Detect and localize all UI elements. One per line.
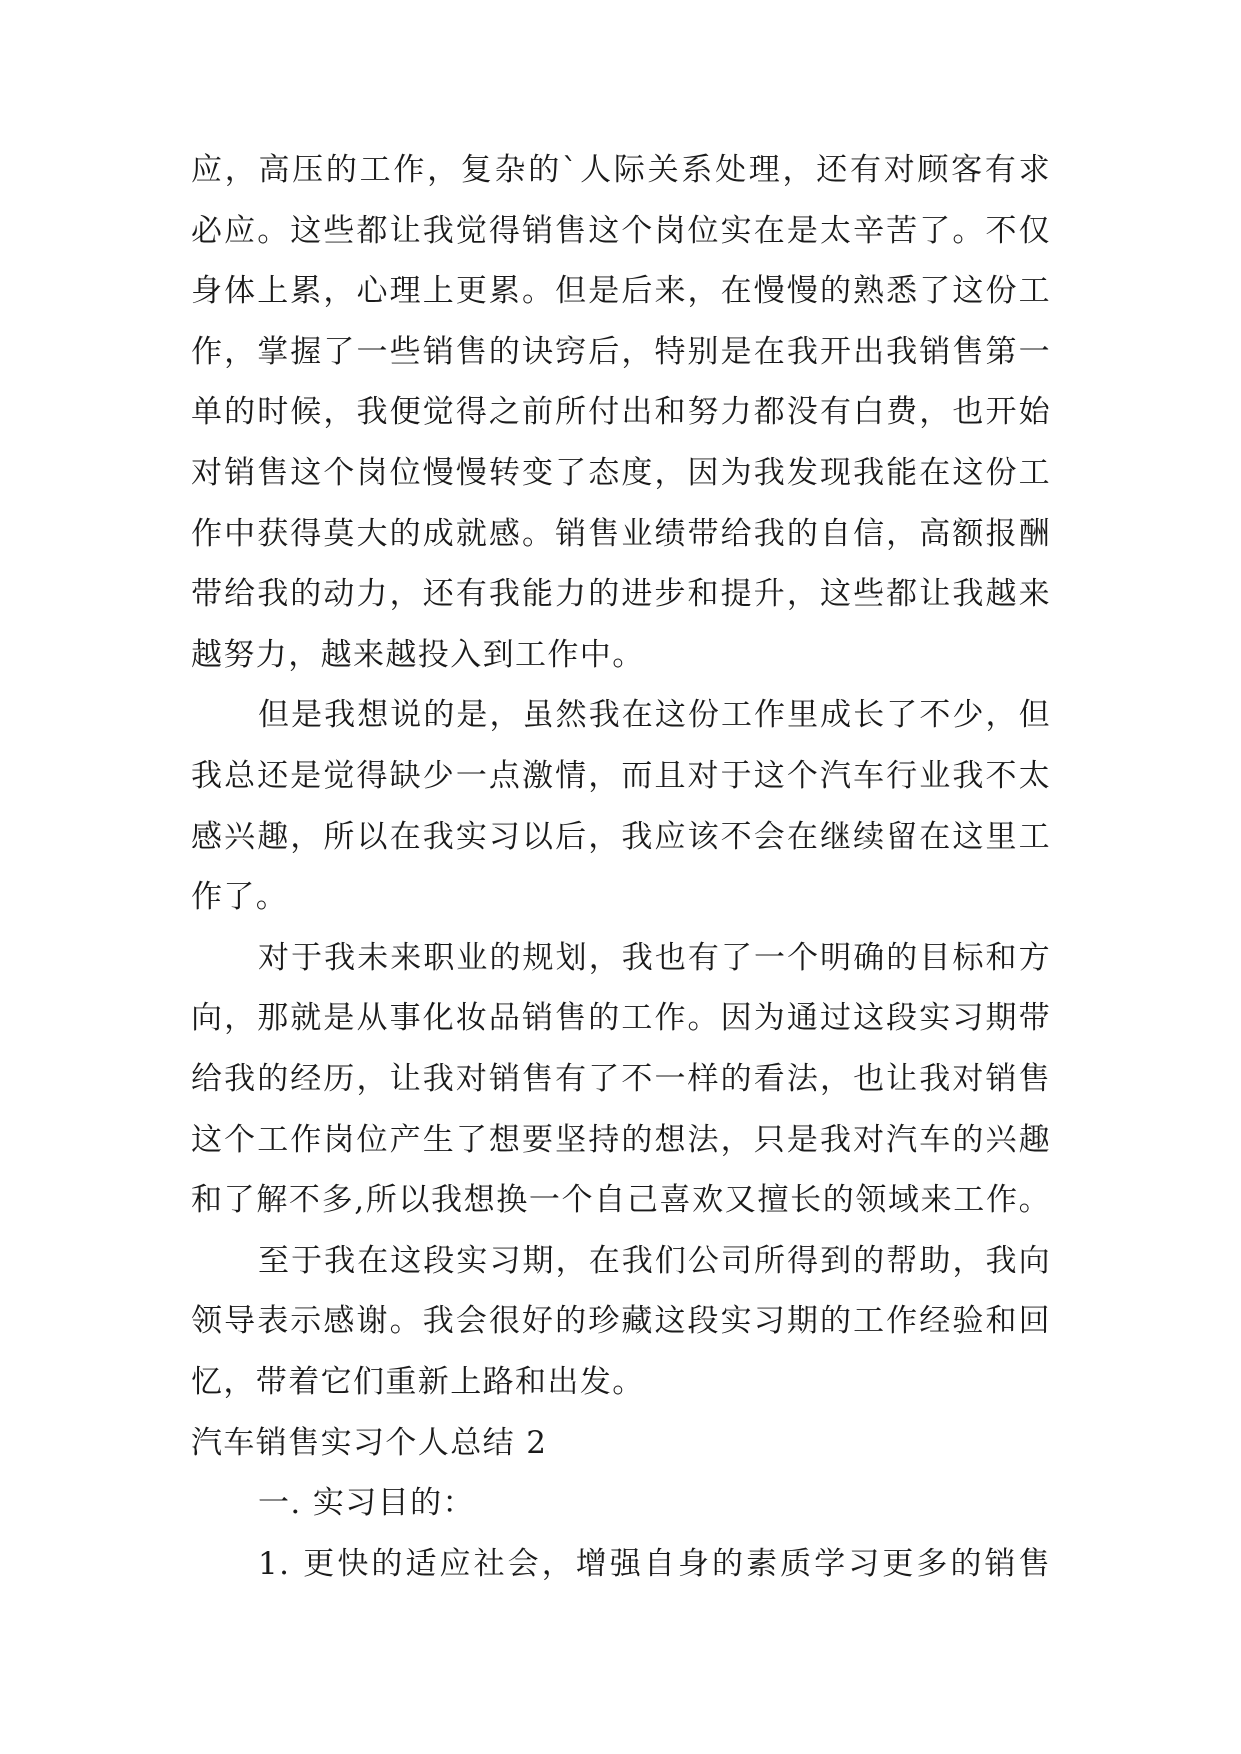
text-line: 感兴趣，所以在我实习以后，我应该不会在继续留在这里工	[191, 819, 1051, 855]
paragraph-first-line: 但是我想说的是，虽然我在这份工作里成长了不少，但	[258, 697, 1051, 733]
text-line: 给我的经历，让我对销售有了不一样的看法，也让我对销售	[191, 1061, 1051, 1097]
text-line: 作，掌握了一些销售的诀窍后，特别是在我开出我销售第一	[191, 334, 1051, 370]
text-line: 作中获得莫大的成就感。销售业绩带给我的自信，高额报酬	[191, 516, 1051, 552]
text-line: 身体上累，心理上更累。但是后来，在慢慢的熟悉了这份工	[191, 273, 1051, 309]
text-line: 和了解不多,所以我想换一个自己喜欢又擅长的领域来工作。	[191, 1182, 1051, 1218]
paragraph-first-line: 至于我在这段实习期，在我们公司所得到的帮助，我向	[258, 1243, 1051, 1279]
text-line: 带给我的动力，还有我能力的进步和提升，这些都让我越来	[191, 576, 1051, 612]
text-line: 我总还是觉得缺少一点激情，而且对于这个汽车行业我不太	[191, 758, 1051, 794]
text-line: 越努力，越来越投入到工作中。	[191, 637, 645, 673]
text-line: 必应。这些都让我觉得销售这个岗位实在是太辛苦了。不仅	[191, 213, 1051, 249]
text-line: 领导表示感谢。我会很好的珍藏这段实习期的工作经验和回	[191, 1303, 1051, 1339]
subsection-heading: 一. 实习目的：	[258, 1485, 475, 1521]
text-line: 单的时候，我便觉得之前所付出和努力都没有白费，也开始	[191, 394, 1051, 430]
text-line: 作了。	[191, 879, 289, 915]
text-line: 忆，带着它们重新上路和出发。	[191, 1364, 645, 1400]
text-line: 这个工作岗位产生了想要坚持的想法，只是我对汽车的兴趣	[191, 1122, 1051, 1158]
text-line: 向，那就是从事化妆品销售的工作。因为通过这段实习期带	[191, 1000, 1051, 1036]
list-item: 1. 更快的适应社会，增强自身的素质学习更多的销售	[258, 1546, 1051, 1582]
text-line: 应，高压的工作，复杂的`人际关系处理，还有对顾客有求	[191, 152, 1051, 188]
paragraph-first-line: 对于我未来职业的规划，我也有了一个明确的目标和方	[258, 940, 1051, 976]
section-heading: 汽车销售实习个人总结 2	[191, 1425, 548, 1461]
text-line: 对销售这个岗位慢慢转变了态度，因为我发现我能在这份工	[191, 455, 1051, 491]
